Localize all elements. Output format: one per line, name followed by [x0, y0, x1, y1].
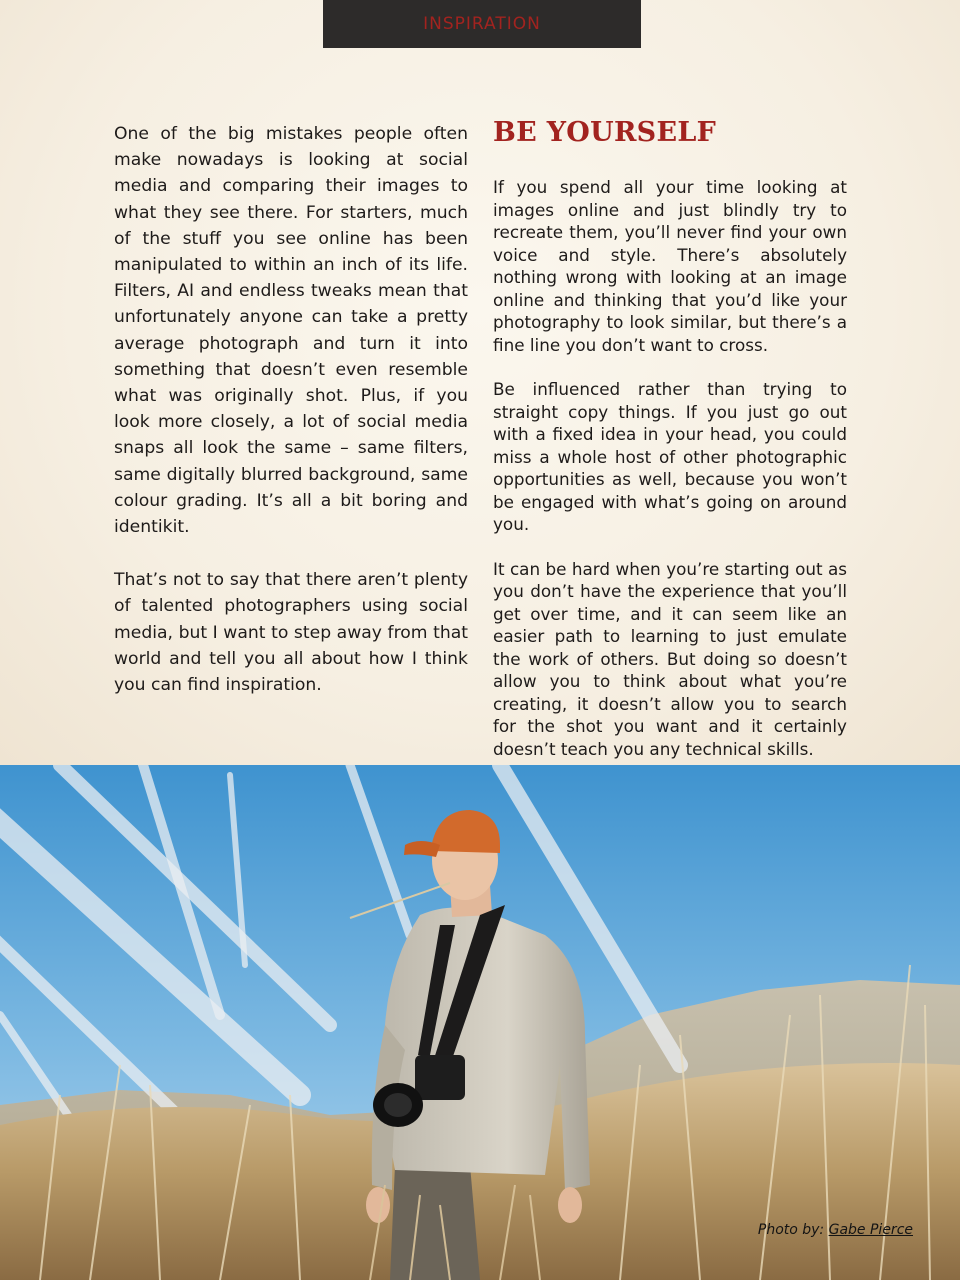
right-column: [493, 116, 847, 760]
body-paragraph: It can be hard when you’re starting out as you don’t have the experience that you’ll get over time, and it can seem like an easier path to learning to just emulate the work of others. But doing so doesn’t allow you to think about what you’re creating, it doesn’t allow you to search for the shot you want and it certainly doesn’t teach you any technical skills.: [493, 558, 847, 759]
left-column: [114, 121, 468, 698]
photo-credit-prefix: Photo by:: [757, 1222, 829, 1238]
body-paragraph: If you spend all your time looking at images online and just blindly try to recreate them, you’ll never find your own voice and style. There’s absolutely nothing wrong with looking at an image online and thinking that you’d like your photography to look similar, but there’s a fine line you don’t want to cross.: [493, 177, 847, 355]
photo-illustration: [0, 765, 960, 1280]
body-paragraph: One of the big mistakes people often make nowadays is looking at social media and comparing their images to what they see there. For starters, much of the stuff you see online has been manipulated to within an inch of its life. Filters, AI and endless tweaks mean that unfortunately anyone can take a pretty average photograph and turn it into something that doesn’t even resemble what was originally shot. Plus, if you look more closely, a lot of social media snaps all look the same – same filters, same digitally blurred background, same colour grading. It’s all a bit boring and identikit.: [114, 124, 468, 538]
body-paragraph: Be influenced rather than trying to straight copy things. If you just go out with a fixed idea in your head, you could miss a whole host of other photographic opportunities as well, because you won’t be engaged with what’s going on around you.: [493, 379, 847, 534]
photo-credit-name[interactable]: Gabe Pierce: [828, 1222, 913, 1238]
feature-photo: [0, 765, 960, 1280]
photo-credit: [758, 1222, 913, 1238]
section-headline: BE YOURSELF: [493, 117, 717, 148]
body-paragraph: That’s not to say that there aren’t plenty of talented photographers using social media, but I want to step away from that world and tell you all about how I think you can find inspiration.: [114, 570, 468, 696]
section-tab: INSPIRATION: [323, 0, 641, 48]
